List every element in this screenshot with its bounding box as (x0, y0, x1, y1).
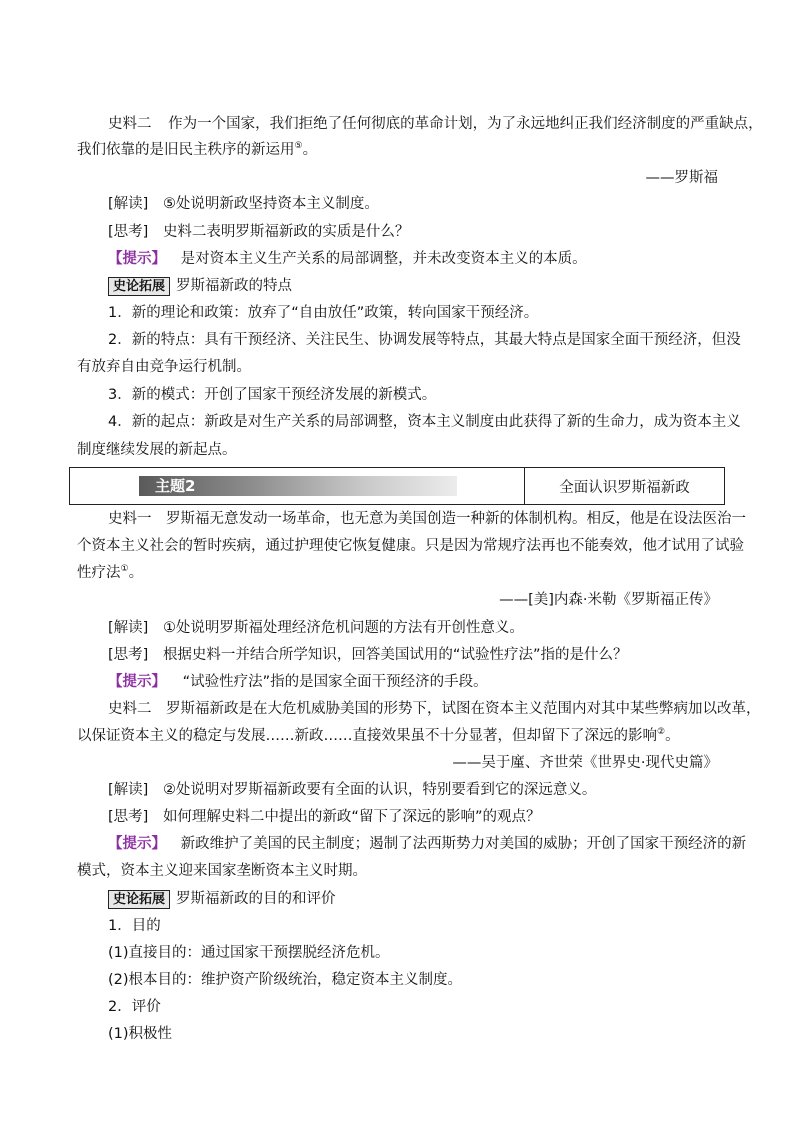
interpretation-1 (108, 194, 753, 214)
hint-2 (108, 672, 753, 692)
extension-item: (2)根本目的：维护资产阶级统治，稳定资本主义制度。 (108, 972, 463, 988)
extension-item: 2．新的特点：具有干预经济、关注民生、协调发展等特点，其最大特点是国家全面干预经济，但没 (108, 332, 741, 348)
extension-item: 4．新的起点：新政是对生产关系的局部调整，资本主义制度由此获得了新的生命力，成为资本主义 (108, 414, 741, 430)
interpretation-text: ①处说明罗斯福处理经济危机问题的方法有开创性意义。 (162, 620, 524, 636)
interpretation-tag: [解读] (108, 196, 149, 212)
question-tag: [思考] (108, 224, 149, 240)
extension-tag: 史论拓展 (108, 277, 170, 296)
hint-tag: 【提示】 (108, 674, 166, 690)
hint-tag: 【提示】 (108, 836, 166, 852)
topic-label: 主题2 (139, 476, 457, 496)
source-text: 作为一个国家，我们拒绝了任何彻底的革命计划，为了永远地纠正我们经济制度的严重缺点， (168, 116, 763, 132)
hint-1 (108, 249, 753, 269)
extension-title: 罗斯福新政的特点 (176, 278, 293, 294)
hint-3-cont: 模式，资本主义迎来国家垄断资本主义时期。 (77, 863, 367, 879)
footnote-mark: ② (657, 727, 666, 738)
hint-tag: 【提示】 (108, 251, 166, 267)
interpretation-2 (108, 618, 753, 638)
hint-3 (108, 834, 753, 854)
source-one-line (77, 563, 722, 583)
extension-heading-2 (108, 889, 753, 909)
interpretation-tag: [解读] (108, 620, 149, 636)
source-text: 性疗法 (77, 565, 121, 581)
extension-item: 有放弃自由竞争运行机制。 (77, 359, 251, 375)
source-one-line: 史料一 罗斯福无意发动一场革命，也无意为美国创造一种新的体制机构。相反，他是在设法医治一 (108, 511, 746, 527)
extension-item: 2．评价 (108, 999, 161, 1015)
question-tag: [思考] (108, 809, 149, 825)
hint-text: “试验性疗法”指的是国家全面干预经济的手段。 (182, 674, 488, 690)
source-two-b-line (77, 726, 722, 746)
extension-item: 1．目的 (108, 918, 161, 934)
question-text: 史料二表明罗斯福新政的实质是什么？ (162, 224, 410, 240)
topic-label-cell (70, 468, 525, 504)
punctuation: 。 (128, 565, 144, 581)
source-two-line-1 (108, 114, 763, 134)
source-attribution: ——[美]内森·米勒《罗斯福正传》 (499, 592, 718, 608)
interpretation-text: ⑤处说明新政坚持资本主义制度。 (162, 196, 379, 212)
extension-item: (1)直接目的：通过国家干预摆脱经济危机。 (108, 945, 390, 961)
source-attribution: ——罗斯福 (645, 170, 718, 186)
extension-item: (1)积极性 (108, 1026, 173, 1042)
question-1 (108, 222, 753, 242)
extension-heading-1 (108, 276, 753, 296)
interpretation-3 (108, 780, 753, 800)
topic-header-table (69, 467, 725, 505)
question-tag: [思考] (108, 647, 149, 663)
punctuation: 。 (302, 142, 318, 158)
question-text: 根据史料一并结合所学知识，回答美国试用的“试验性疗法”指的是什么？ (162, 647, 628, 663)
extension-tag: 史论拓展 (108, 890, 170, 909)
footnote-mark: ① (120, 564, 129, 575)
source-label: 史料二 (108, 116, 152, 132)
topic-title: 全面认识罗斯福新政 (559, 479, 690, 496)
extension-item: 3．新的模式：开创了国家干预经济发展的新模式。 (108, 387, 437, 403)
interpretation-text: ②处说明对罗斯福新政要有全面的认识，特别要看到它的深远意义。 (162, 782, 597, 798)
interpretation-tag: [解读] (108, 782, 149, 798)
hint-text: 是对资本主义生产关系的局部调整，并未改变资本主义的本质。 (180, 251, 587, 267)
question-text: 如何理解史料二中提出的新政“留下了深远的影响”的观点？ (162, 809, 541, 825)
source-text: 以保证资本主义的稳定与发展……新政……直接效果虽不十分显著，但却留下了深远的影响 (77, 728, 657, 744)
source-two-line-2 (77, 140, 722, 160)
hint-text: 新政维护了美国的民主制度；遏制了法西斯势力对美国的威胁；开创了国家干预经济的新 (180, 836, 747, 852)
source-attribution: ——吴于廑、齐世荣《世界史·现代史篇》 (452, 755, 718, 771)
extension-item: 制度继续发展的新起点。 (77, 442, 237, 458)
source-text: 我们依靠的是旧民主秩序的新运用 (77, 142, 295, 158)
question-3 (108, 807, 753, 827)
source-one-line: 个资本主义社会的暂时疾病，通过护理使它恢复健康。只是因为常规疗法再也不能奏效，他才试用了试验 (77, 538, 744, 554)
question-2 (108, 645, 753, 665)
extension-item: 1．新的理论和政策：放弃了“自由放任”政策，转向国家干预经济。 (108, 305, 539, 321)
source-two-b-line: 史料二 罗斯福新政是在大危机威胁美国的形势下，试图在资本主义范围内对其中某些弊病加以改革， (108, 701, 761, 717)
extension-title: 罗斯福新政的目的和评价 (176, 891, 336, 907)
punctuation: 。 (665, 728, 680, 744)
footnote-mark: ⑤ (294, 141, 303, 152)
